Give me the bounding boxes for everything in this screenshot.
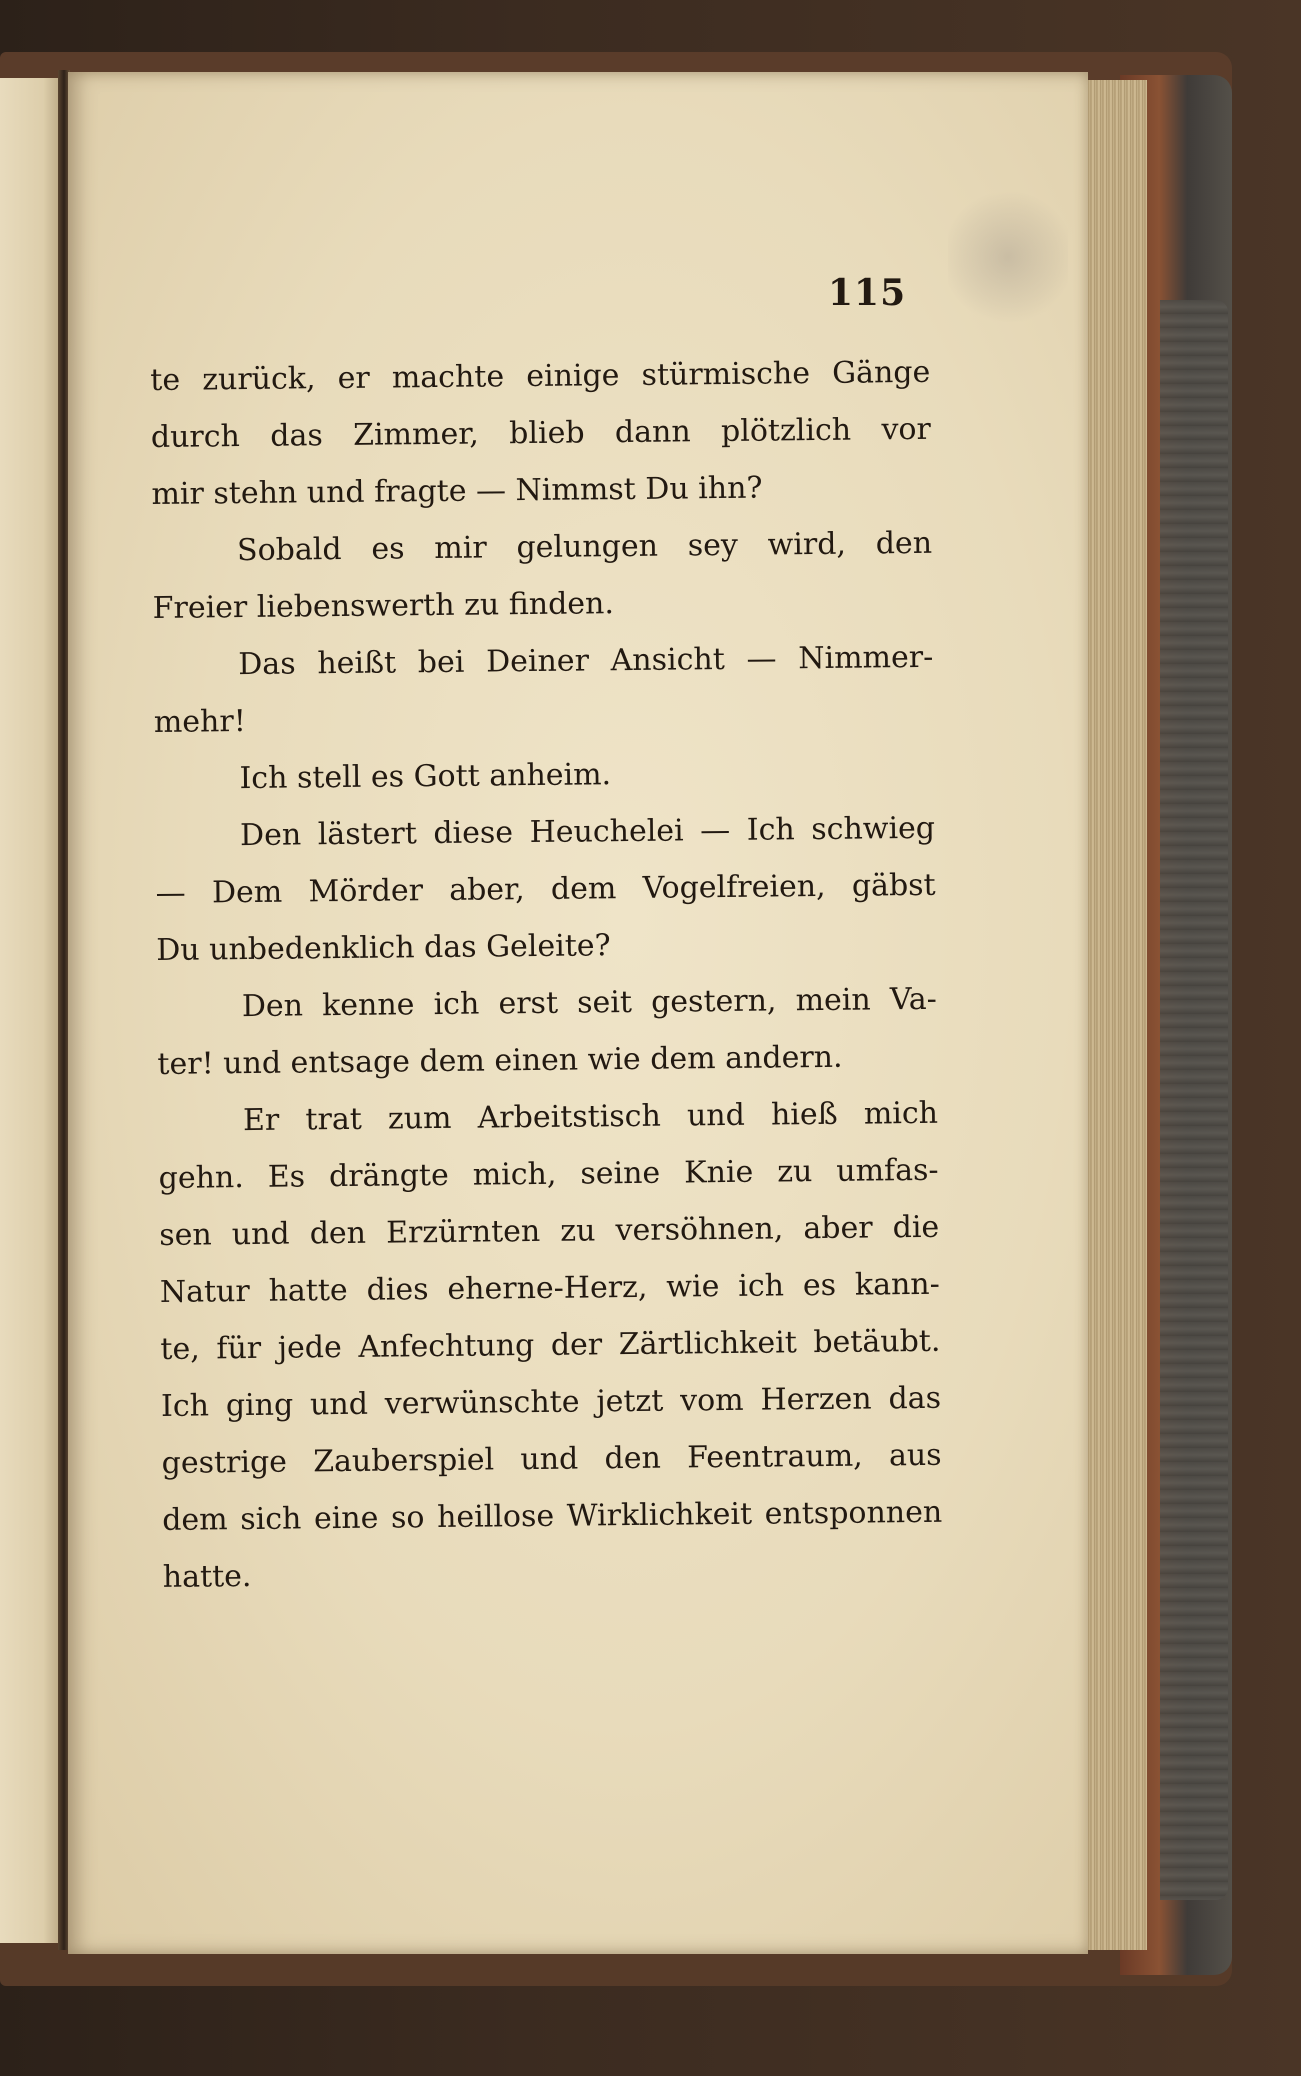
cover-board [1160,300,1228,1900]
text-line: Sobald es mir gelungen sey wird, den [236,525,933,569]
text-line: Freier liebenswerth zu finden. [152,586,615,626]
text-line: Den kenne ich erst seit gestern, mein Va- [241,981,938,1025]
text-line: — Dem Mörder aber, dem Vogelfreien, gäbst [155,867,936,911]
page-edges [1083,80,1147,1950]
text-line: durch das Zimmer, blieb dann plötzlich vor [150,411,932,455]
paper-stain [948,192,1068,322]
text-line: Natur hatte dies eherne-Herz, wie ich es kann- [159,1266,940,1310]
text-line: Du unbedenklich das Geleite? [156,928,611,968]
page-number: 115 [828,272,907,314]
left-page [0,78,62,1943]
text-line: gestrige Zauberspiel und den Feentraum, aus [161,1437,942,1481]
text-line: te zurück, er machte einige stürmische Gänge [150,354,931,398]
page-text [150,344,943,1606]
text-line: Den lästert diese Heuchelei — Ich schwieg [239,810,936,854]
text-line: ter! und entsage dem einen wie dem andern. [157,1039,843,1082]
text-line: mehr! [153,704,246,740]
text-line: Das heißt bei Deiner Ansicht — Nimmer- [238,639,934,683]
text-line: mir stehn und fragte — Nimmst Du ihn? [151,470,763,512]
text-line: te, für jede Anfechtung der Zärtlichkeit betäubt. [160,1323,941,1367]
text-line: hatte. [162,1559,252,1595]
text-line: dem sich eine so heillose Wirklichkeit entsponnen [162,1494,943,1538]
text-line: Ich ging und verwünschte jetzt vom Herzen das [160,1380,942,1424]
text-line: gehn. Es drängte mich, seine Knie zu umfas- [158,1152,939,1196]
text-line: Er trat zum Arbeitstisch und hieß mich [242,1095,939,1139]
text-line: sen und den Erzürnten zu versöhnen, aber die [159,1209,940,1253]
text-line: Ich stell es Gott anheim. [239,757,612,797]
